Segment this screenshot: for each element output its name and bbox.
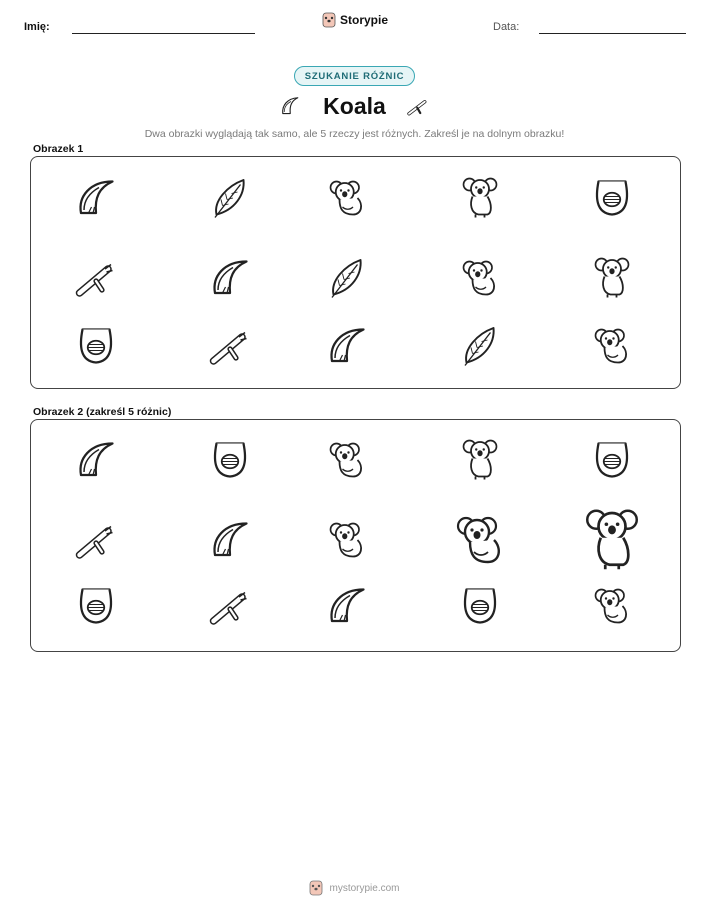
claw-icon[interactable] (72, 436, 120, 484)
page-title: Koala (323, 93, 386, 119)
brand-name: Storypie (340, 13, 389, 27)
branch-icon[interactable] (206, 582, 254, 630)
koala-sitting-icon[interactable] (588, 582, 636, 630)
panel1-label: Obrazek 1 (33, 143, 84, 155)
claw-icon[interactable] (206, 516, 254, 564)
category-badge: SZUKANIE RÓŻNIC (294, 66, 415, 86)
pot-icon (72, 322, 120, 370)
claw-icon (323, 322, 371, 370)
koala-logo-icon (322, 12, 336, 28)
pot-icon (588, 174, 636, 222)
koala-standing-icon[interactable] (576, 504, 648, 576)
pot-icon[interactable] (206, 436, 254, 484)
koala-standing-icon[interactable] (456, 436, 504, 484)
koala-sitting-icon[interactable] (448, 508, 512, 572)
koala-logo-icon (309, 880, 323, 896)
leaf-icon (456, 322, 504, 370)
claw-icon (206, 254, 254, 302)
koala-sitting-icon[interactable] (323, 516, 371, 564)
branch-icon (206, 322, 254, 370)
claw-icon[interactable] (323, 582, 371, 630)
name-line[interactable] (72, 33, 255, 34)
pot-icon[interactable] (72, 582, 120, 630)
pot-icon[interactable] (456, 582, 504, 630)
branch-icon[interactable] (72, 516, 120, 564)
claw-icon (72, 174, 120, 222)
brand-logo (322, 12, 388, 28)
koala-sitting-icon (323, 174, 371, 222)
koala-sitting-icon (588, 322, 636, 370)
pot-icon[interactable] (588, 436, 636, 484)
instructions: Dwa obrazki wyglądają tak samo, ale 5 rzeczy jest różnych. Zakreśl je na dolnym obrazku! (144, 128, 565, 140)
date-line[interactable] (539, 33, 686, 34)
leaf-icon (323, 254, 371, 302)
koala-sitting-icon[interactable] (323, 436, 371, 484)
koala-standing-icon (456, 174, 504, 222)
footer-url[interactable]: mystorypie.com (329, 882, 400, 894)
footer (0, 880, 709, 896)
branch-icon (72, 254, 120, 302)
leaf-icon (206, 174, 254, 222)
date-label: Data: (493, 21, 520, 33)
name-label: Imię: (24, 21, 50, 33)
koala-standing-icon (588, 254, 636, 302)
panel2-label: Obrazek 2 (zakreśl 5 różnic) (33, 406, 172, 418)
koala-sitting-icon (456, 254, 504, 302)
branch-decoration-icon (402, 95, 434, 119)
